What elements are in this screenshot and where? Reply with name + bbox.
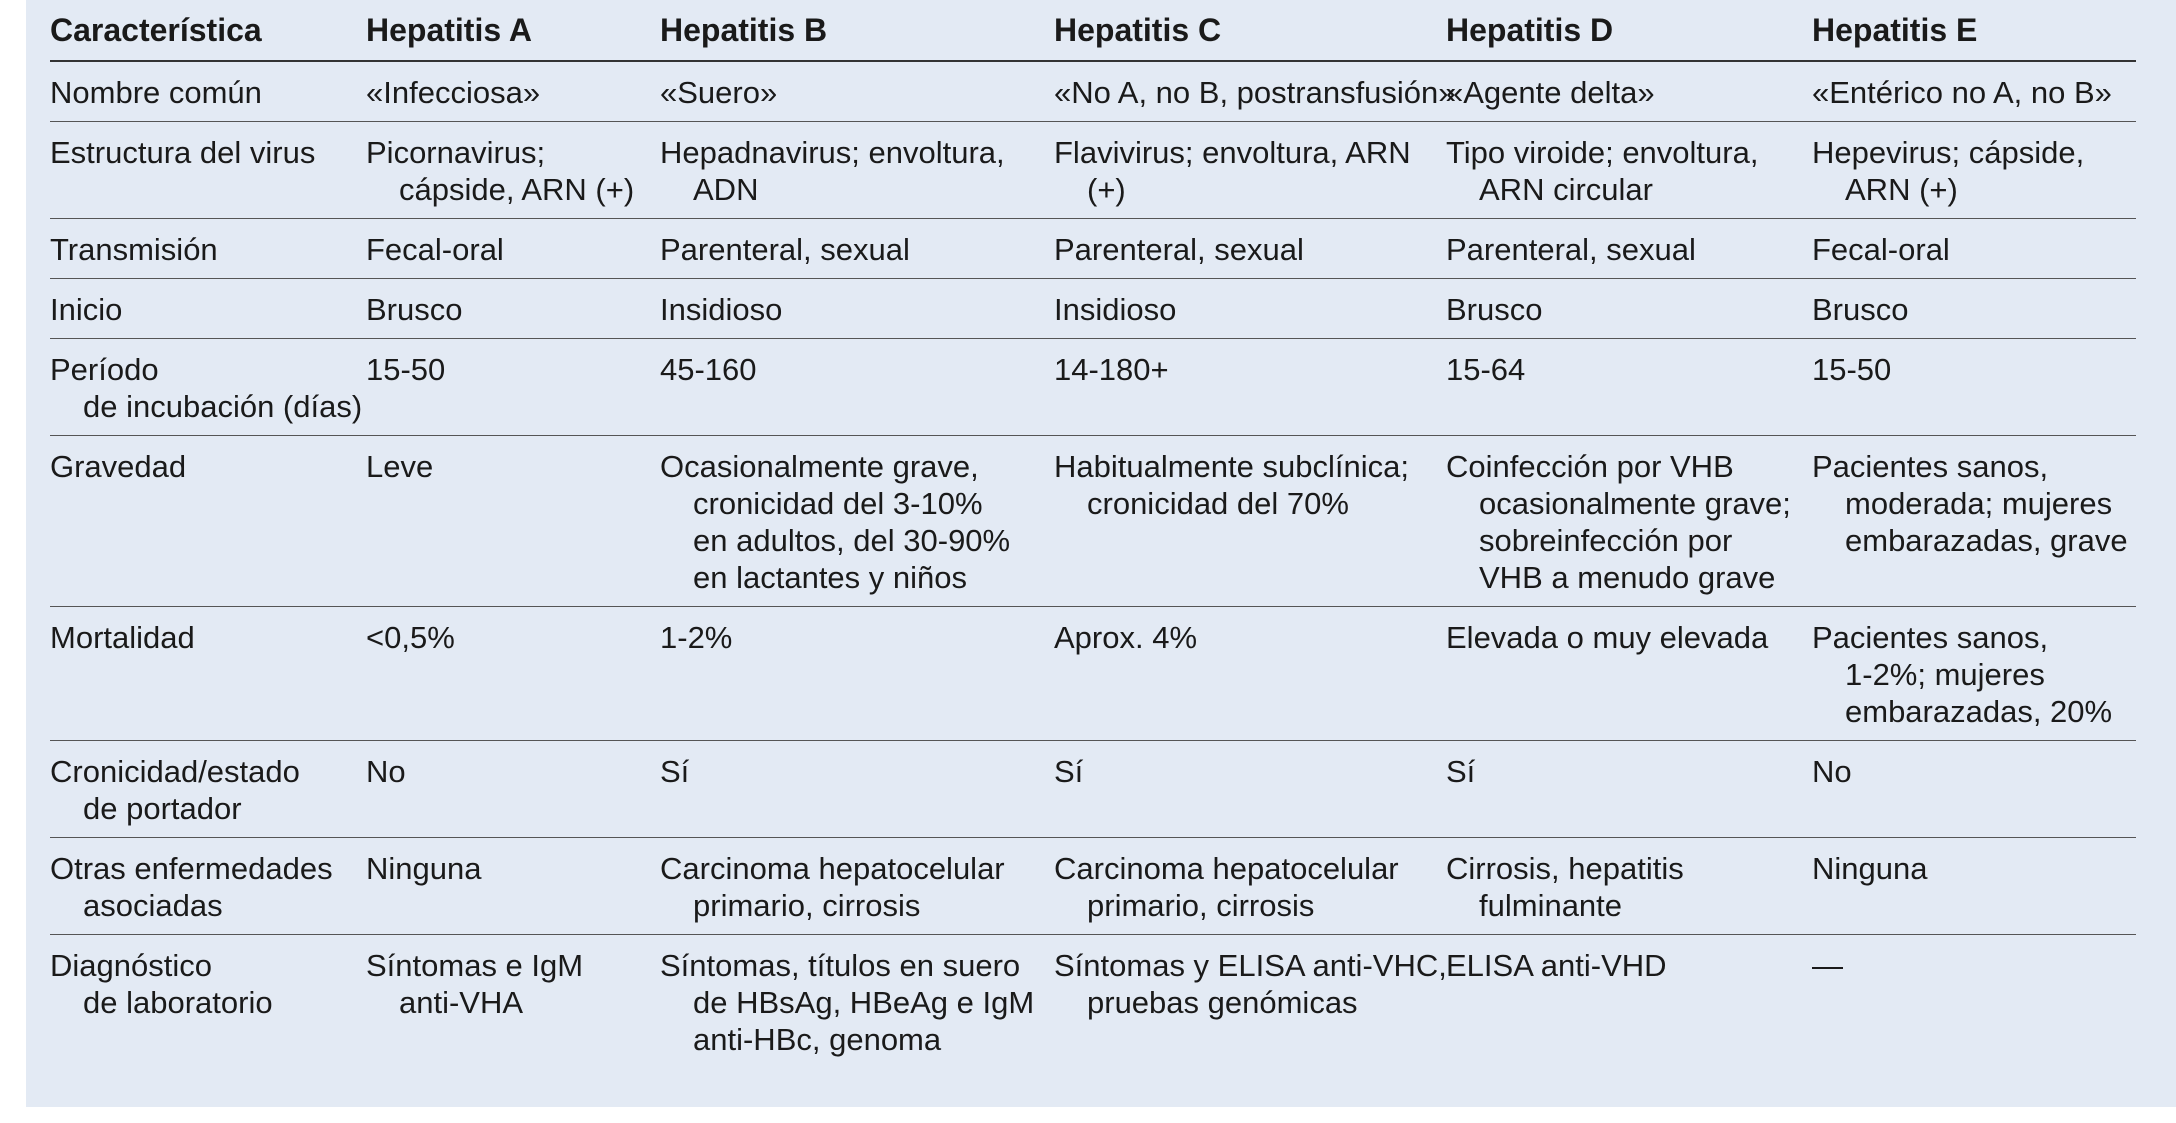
cell-hepatitis-e [1812,279,2136,339]
cell-hepatitis-c [1054,935,1446,1069]
cell-hepatitis-e [1812,61,2136,122]
cell-text: Leve [366,449,434,484]
cell-text: primario, cirrosis [1087,888,1315,923]
cell-text: Ocasionalmente grave, [660,449,979,484]
header-hepatitis-d: Hepatitis D [1446,0,1812,61]
cell-hepatitis-a [366,61,660,122]
row-label-text: Estructura del virus [50,135,316,170]
cell-hepatitis-c [1054,838,1446,935]
cell-hepatitis-b [660,741,1054,838]
row-label-cell [50,61,366,122]
cell-text: embarazadas, 20% [1845,694,2113,729]
header-hepatitis-c: Hepatitis C [1054,0,1446,61]
row-label-text: asociadas [83,888,223,923]
cell-text: fulminante [1479,888,1623,923]
cell-hepatitis-d [1446,838,1812,935]
cell-hepatitis-c [1054,279,1446,339]
cell-text: «Infecciosa» [366,75,541,110]
cell-hepatitis-a [366,339,660,436]
cell-hepatitis-e [1812,935,2136,1069]
cell-text: ocasionalmente grave; [1479,486,1791,521]
cell-hepatitis-b [660,219,1054,279]
hepatitis-comparison-table [50,0,2136,1068]
cell-text: primario, cirrosis [693,888,921,923]
row-label-text: Otras enfermedades [50,851,333,886]
cell-text: en lactantes y niños [693,560,968,595]
cell-text: cronicidad del 3-10% [693,486,983,521]
row-label-text: Inicio [50,292,123,327]
header-hepatitis-a: Hepatitis A [366,0,660,61]
cell-hepatitis-c [1054,607,1446,741]
cell-hepatitis-a [366,741,660,838]
cell-text: Insidioso [1054,292,1177,327]
row-label-text: de portador [83,791,242,826]
cell-text: Parenteral, sexual [1054,232,1304,267]
cell-hepatitis-d [1446,741,1812,838]
cell-hepatitis-e [1812,838,2136,935]
row-label-text: Nombre común [50,75,262,110]
header-hepatitis-b: Hepatitis B [660,0,1054,61]
cell-text: Pacientes sanos, [1812,449,2049,484]
cell-hepatitis-d [1446,61,1812,122]
cell-hepatitis-c [1054,741,1446,838]
cell-text: «No A, no B, postransfusión» [1054,75,1456,110]
cell-text: VHB a menudo grave [1479,560,1776,595]
cell-text: — [1812,948,1843,983]
cell-hepatitis-e [1812,339,2136,436]
row-label-text: Transmisión [50,232,218,267]
row-label-cell [50,436,366,607]
cell-text: cápside, ARN (+) [399,172,635,207]
cell-text: Coinfección por VHB [1446,449,1734,484]
table-row [50,61,2136,122]
table-row [50,436,2136,607]
cell-hepatitis-c [1054,219,1446,279]
cell-text: ELISA anti-VHD [1446,948,1667,983]
cell-hepatitis-a [366,279,660,339]
cell-hepatitis-b [660,607,1054,741]
cell-text: 15-50 [1812,352,1892,387]
cell-text: 1-2% [660,620,733,655]
row-label-text: Mortalidad [50,620,195,655]
cell-text: Síntomas e IgM [366,948,584,983]
table-row [50,935,2136,1069]
cell-hepatitis-e [1812,607,2136,741]
cell-text: Hepevirus; cápside, [1812,135,2085,170]
cell-hepatitis-d [1446,339,1812,436]
cell-hepatitis-e [1812,436,2136,607]
cell-text: «Entérico no A, no B» [1812,75,2112,110]
cell-hepatitis-d [1446,122,1812,219]
cell-text: Tipo viroide; envoltura, [1446,135,1759,170]
cell-text: Ninguna [366,851,482,886]
cell-text: Carcinoma hepatocelular [1054,851,1399,886]
cell-text: cronicidad del 70% [1087,486,1349,521]
table-row [50,279,2136,339]
cell-hepatitis-d [1446,279,1812,339]
cell-text: Fecal-oral [1812,232,1950,267]
cell-hepatitis-a [366,607,660,741]
row-label-text: de incubación (días) [83,389,363,424]
table-row [50,122,2136,219]
cell-text: (+) [1087,172,1126,207]
cell-text: Síntomas, títulos en suero [660,948,1021,983]
cell-hepatitis-e [1812,122,2136,219]
cell-hepatitis-a [366,838,660,935]
cell-hepatitis-b [660,61,1054,122]
cell-hepatitis-d [1446,607,1812,741]
row-label-cell [50,607,366,741]
table-row [50,741,2136,838]
cell-hepatitis-e [1812,219,2136,279]
row-label-cell [50,219,366,279]
cell-text: Habitualmente subclínica; [1054,449,1409,484]
cell-text: Parenteral, sexual [660,232,910,267]
cell-hepatitis-c [1054,436,1446,607]
cell-hepatitis-c [1054,122,1446,219]
row-label-text: Gravedad [50,449,187,484]
table-row [50,339,2136,436]
row-label-cell [50,838,366,935]
cell-text: anti-HBc, genoma [693,1022,942,1057]
cell-text: Picornavirus; [366,135,546,170]
cell-hepatitis-a [366,935,660,1069]
table-body [50,61,2136,1068]
cell-text: moderada; mujeres [1845,486,2113,521]
cell-text: 15-50 [366,352,446,387]
cell-text: Sí [1054,754,1084,789]
row-label-text: Período [50,352,159,387]
cell-text: ARN circular [1479,172,1653,207]
cell-hepatitis-b [660,122,1054,219]
row-label-cell [50,935,366,1069]
cell-text: pruebas genómicas [1087,985,1358,1020]
cell-text: Síntomas y ELISA anti-VHC, [1054,948,1447,983]
cell-hepatitis-b [660,838,1054,935]
cell-text: ADN [693,172,759,207]
cell-hepatitis-d [1446,935,1812,1069]
cell-hepatitis-a [366,122,660,219]
cell-text: «Suero» [660,75,778,110]
cell-text: embarazadas, grave [1845,523,2128,558]
cell-text: Aprox. 4% [1054,620,1198,655]
cell-text: <0,5% [366,620,455,655]
cell-text: de HBsAg, HBeAg e IgM [693,985,1035,1020]
cell-text: Brusco [1446,292,1543,327]
cell-text: Pacientes sanos, [1812,620,2049,655]
cell-text: Carcinoma hepatocelular [660,851,1005,886]
table-row [50,607,2136,741]
cell-text: Parenteral, sexual [1446,232,1696,267]
cell-text: Fecal-oral [366,232,504,267]
row-label-cell [50,741,366,838]
cell-text: 14-180+ [1054,352,1169,387]
cell-hepatitis-b [660,279,1054,339]
row-label-cell [50,122,366,219]
cell-hepatitis-d [1446,436,1812,607]
cell-hepatitis-b [660,339,1054,436]
cell-hepatitis-a [366,219,660,279]
row-label-text: de laboratorio [83,985,273,1020]
cell-text: en adultos, del 30-90% [693,523,1011,558]
cell-text: Sí [1446,754,1476,789]
table-row [50,219,2136,279]
cell-hepatitis-d [1446,219,1812,279]
cell-text: 15-64 [1446,352,1526,387]
cell-text: ARN (+) [1845,172,1958,207]
cell-hepatitis-c [1054,61,1456,122]
cell-text: Cirrosis, hepatitis [1446,851,1684,886]
cell-text: No [366,754,406,789]
cell-text: Brusco [366,292,463,327]
cell-text: Flavivirus; envoltura, ARN [1054,135,1411,170]
row-label-text: Diagnóstico [50,948,212,983]
header-hepatitis-e: Hepatitis E [1812,0,2136,61]
cell-text: sobreinfección por [1479,523,1733,558]
cell-hepatitis-a [366,436,660,607]
cell-text: Sí [660,754,690,789]
cell-text: 1-2%; mujeres [1845,657,2045,692]
cell-text: Brusco [1812,292,1909,327]
cell-text: Ninguna [1812,851,1928,886]
row-label-text: Cronicidad/estado [50,754,300,789]
table-row [50,838,2136,935]
cell-text: Elevada o muy elevada [1446,620,1769,655]
cell-hepatitis-e [1812,741,2136,838]
row-label-cell [50,279,366,339]
cell-text: Insidioso [660,292,783,327]
cell-hepatitis-c [1054,339,1446,436]
row-label-cell [50,339,366,436]
header-caracteristica: Característica [50,0,366,61]
cell-text: 45-160 [660,352,757,387]
cell-hepatitis-b [660,436,1054,607]
cell-text: «Agente delta» [1446,75,1655,110]
page-bottom-margin [0,1107,2176,1123]
cell-hepatitis-b [660,935,1054,1069]
cell-text: Hepadnavirus; envoltura, [660,135,1005,170]
cell-text: No [1812,754,1852,789]
table-header-row [50,0,2136,61]
cell-text: anti-VHA [399,985,524,1020]
